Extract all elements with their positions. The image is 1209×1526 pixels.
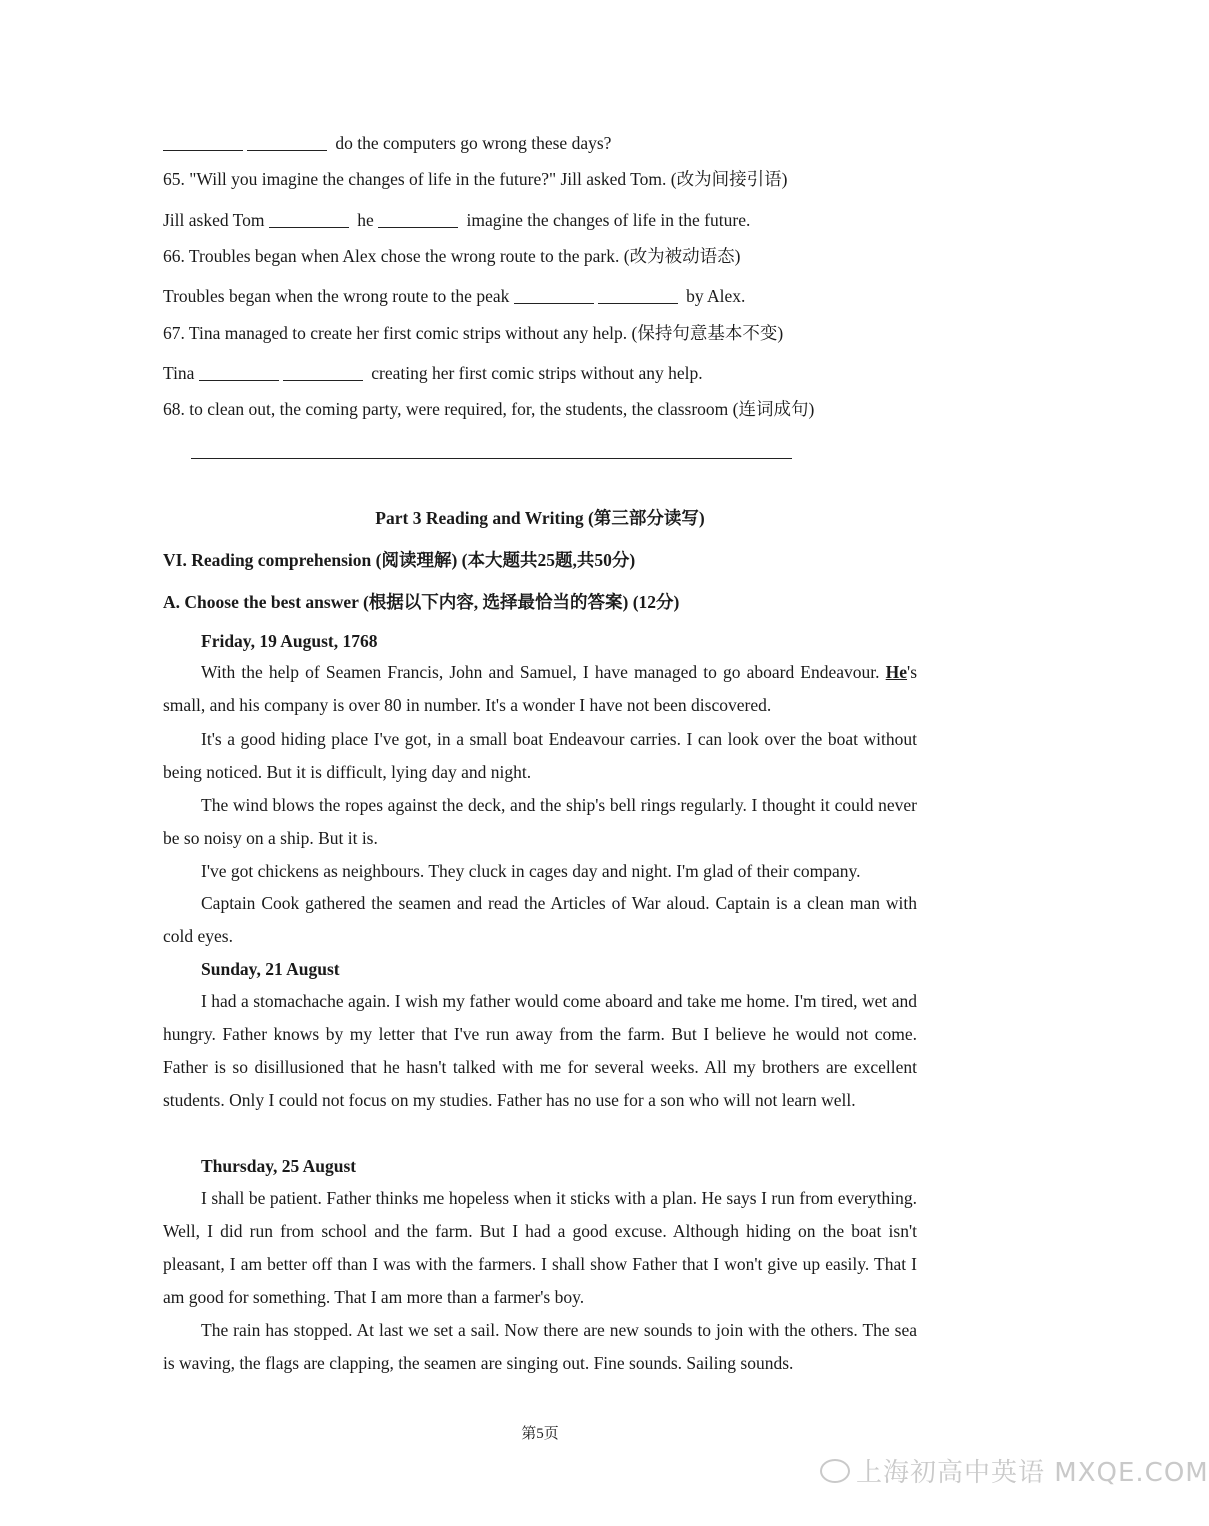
q66-answer-text: Troubles began when the wrong route to the peak	[163, 286, 510, 306]
q66-answer-text: by Alex.	[686, 286, 746, 306]
q67-answer-text: Tina	[163, 363, 195, 383]
paragraph: The rain has stopped. At last we set a sail. Now there are new sounds to join with the others. The sea is waving, the flags are clapping, the seamen are singing out. Fine sounds. Sailing sounds.	[163, 1320, 917, 1373]
paragraph: I shall be patient. Father thinks me hopeless when it sticks with a plan. He says I run from everything. Well, I did run from school and the farm. But I had a good excuse. Although hiding on the boat isn't pleasant, I am better off than I was with the farmers. I shall show Father that I won't give up easily. That I am good for something. That I am more than a farmer's boy.	[163, 1188, 917, 1307]
answer-blank[interactable]	[283, 364, 363, 381]
paragraph-text: 's small, and his company is over 80 in number. It's a wonder I have not been discovered.	[163, 662, 918, 715]
section-vi-heading: VI. Reading comprehension (阅读理解) (本大题共25题,共50分)	[163, 550, 636, 570]
underlined-word: He	[885, 662, 908, 682]
q68-answer-line[interactable]	[191, 458, 792, 459]
paragraph: The wind blows the ropes against the deck, and the ship's bell rings regularly. I thought it could never be so noisy on a ship. But it is.	[163, 795, 917, 848]
paragraph: I had a stomachache again. I wish my father would come aboard and take me home. I'm tired, wet and hungry. Father knows by my letter that I've run away from the farm. But I believe he would not come. Father is so disillusioned that he hasn't talked with me for several weeks. All my brothers are excellent students. Only I could not focus on my studies. Father has no use for a son who will not learn well.	[163, 991, 917, 1110]
entry-date: Sunday, 21 August	[201, 959, 340, 979]
q65-answer-text: imagine the changes of life in the future.	[466, 210, 751, 230]
q67-question: 67. Tina managed to create her first comic strips without any help. (保持句意基本不变)	[163, 323, 784, 343]
paragraph: I've got chickens as neighbours. They cluck in cages day and night. I'm glad of their company.	[201, 861, 861, 881]
q64-answer-line	[163, 132, 923, 154]
watermark-text: 上海初高中英语 MXQE.COM	[856, 1458, 1209, 1488]
q67-answer-line	[163, 362, 923, 384]
paragraph	[163, 656, 917, 722]
section-a-heading: A. Choose the best answer (根据以下内容, 选择最恰当的答案) (12分)	[163, 592, 680, 612]
page-number: 第5页	[521, 1426, 559, 1442]
q65-answer-text: he	[357, 210, 374, 230]
q65-question: 65. "Will you imagine the changes of life in the future?" Jill asked Tom. (改为间接引语)	[163, 169, 788, 189]
answer-blank[interactable]	[598, 287, 678, 304]
answer-blank[interactable]	[199, 364, 279, 381]
answer-blank[interactable]	[378, 211, 458, 228]
q66-answer-line	[163, 285, 923, 307]
entry-date: Thursday, 25 August	[201, 1156, 357, 1176]
watermark	[820, 1452, 1209, 1489]
q67-answer-text: creating her first comic strips without any help.	[371, 363, 703, 383]
q66-question: 66. Troubles began when Alex chose the wrong route to the park. (改为被动语态)	[163, 246, 741, 266]
entry-date: Friday, 19 August, 1768	[201, 631, 378, 651]
q68-question: 68. to clean out, the coming party, were required, for, the students, the classroom (连词成句)	[163, 399, 815, 419]
answer-blank[interactable]	[247, 134, 327, 151]
q64-prompt: do the computers go wrong these days?	[335, 133, 612, 153]
paragraph: It's a good hiding place I've got, in a small boat Endeavour carries. I can look over the boat without being noticed. But it is difficult, lying day and night.	[163, 729, 917, 782]
q65-answer-line	[163, 209, 923, 231]
wechat-icon	[820, 1459, 850, 1483]
answer-blank[interactable]	[514, 287, 594, 304]
q65-answer-text: Jill asked Tom	[163, 210, 265, 230]
paragraph: Captain Cook gathered the seamen and read the Articles of War aloud. Captain is a clean man with cold eyes.	[163, 893, 917, 946]
part3-title: Part 3 Reading and Writing (第三部分读写)	[375, 508, 705, 528]
answer-blank[interactable]	[269, 211, 349, 228]
paragraph-text: With the help of Seamen Francis, John and Samuel, I have managed to go aboard Endeavour.	[201, 662, 880, 682]
answer-blank[interactable]	[163, 134, 243, 151]
